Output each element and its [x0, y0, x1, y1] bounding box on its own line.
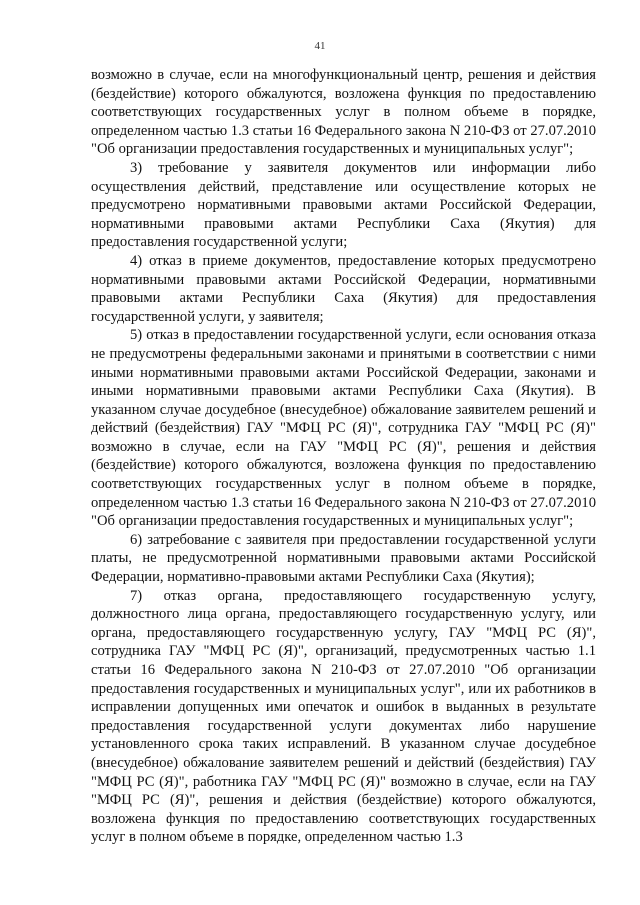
page-number: 41 [314, 40, 326, 52]
paragraph-item-7: 7) отказ органа, предоставляющего государственную услугу, должностного лица органа, предоставляющего государственную услугу, или органа, предоставляющего государственную услугу, ГАУ "МФЦ РС (Я)", сотрудника ГАУ "МФЦ РС (Я)", организаций, предусмотренных частью 1.1 статьи 16 Федерального закона N 210-ФЗ от 27.07.2010 "Об организации предоставления государственных и муниципальных услуг", или их работников в исправлении допущенных ими опечаток и ошибок в выданных в результате предоставления государственной услуги документах либо нарушение установленного срока таких исправлений. В указанном случае досудебное (внесудебное) обжалование заявителем решений и действий (бездействия) ГАУ "МФЦ РС (Я)", работника ГАУ "МФЦ РС (Я)" возможно в случае, если на ГАУ "МФЦ РС (Я)", решения и действия (бездействие) которого обжалуются, возложена функция по предоставлению соответствующих государственных услуг в полном объеме в порядке, определенном частью 1.3 [91, 587, 596, 846]
document-body [91, 66, 596, 847]
paragraph-item-5: 5) отказ в предоставлении государственной услуги, если основания отказа не предусмотрены федеральными законами и принятыми в соответствии с ними иными нормативными правовыми актами Российской Федерации, законами и иными нормативными правовыми актами Республики Саха (Якутия). В указанном случае досудебное (внесудебное) обжалование заявителем решений и действий (бездействия) ГАУ "МФЦ РС (Я)", сотрудника ГАУ "МФЦ РС (Я)" возможно в случае, если на ГАУ "МФЦ РС (Я)", решения и действия (бездействие) которого обжалуются, возложена функция по предоставлению соответствующих государственных услуг в полном объеме в порядке, определенном частью 1.3 статьи 16 Федерального закона N 210-ФЗ от 27.07.2010 "Об организации предоставления государственных и муниципальных услуг"; [91, 327, 596, 530]
paragraph-item-6: 6) затребование с заявителя при предоставлении государственной услуги платы, не предусмотренной нормативными правовыми актами Российской Федерации, нормативно-правовыми актами Республики Саха (Якутия); [91, 531, 596, 586]
paragraph-item-3: 3) требование у заявителя документов или информации либо осуществления действий, представление или осуществление которых не предусмотрено нормативными правовыми актами Российской Федерации, нормативными правовыми актами Республики Саха (Якутия) для предоставления государственной услуги; [91, 159, 596, 251]
paragraph-continuation: возможно в случае, если на многофункциональный центр, решения и действия (бездействие) которого обжалуются, возложена функция по предоставлению соответствующих государственных услуг в полном объеме в порядке, определенном частью 1.3 статьи 16 Федерального закона N 210-ФЗ от 27.07.2010 "Об организации предоставления государственных и муниципальных услуг"; [91, 67, 596, 158]
paragraph-item-4: 4) отказ в приеме документов, предоставление которых предусмотрено нормативными правовыми актами Российской Федерации, нормативными правовыми актами Республики Саха (Якутия) для предоставления государственной услуги, у заявителя; [91, 252, 596, 325]
